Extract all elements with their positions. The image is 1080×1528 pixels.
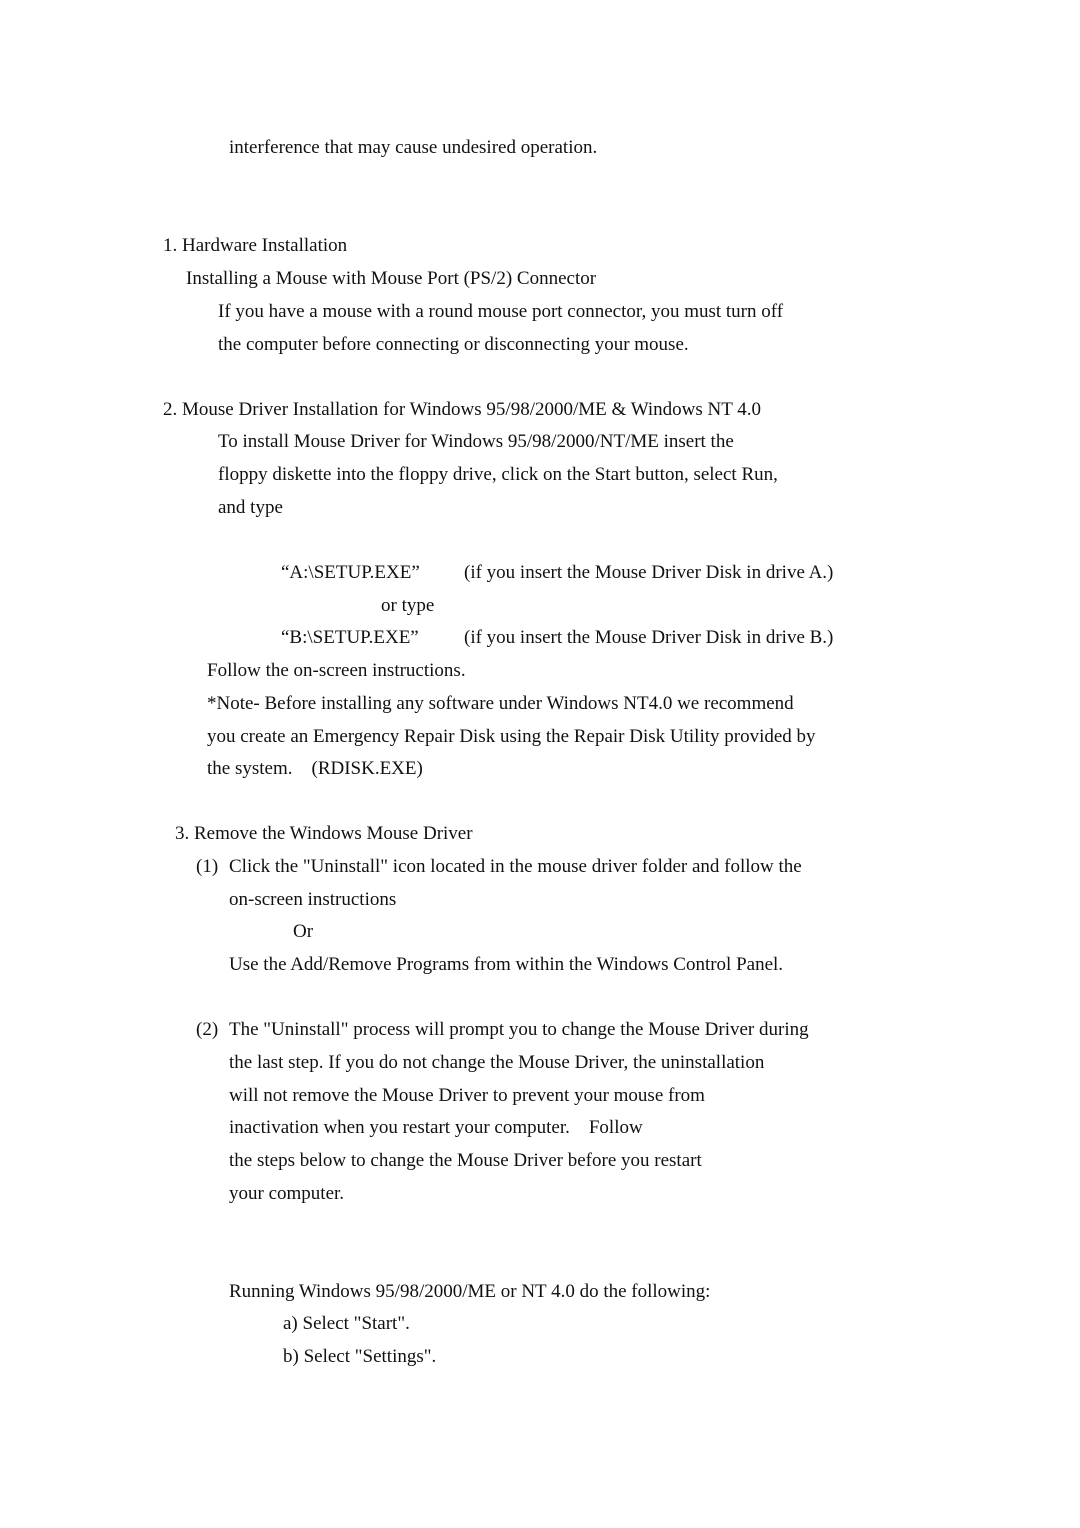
setup-command-a-note: (if you insert the Mouse Driver Disk in drive A.) bbox=[464, 562, 834, 583]
section3-heading: 3. Remove the Windows Mouse Driver bbox=[175, 823, 473, 844]
or-label: Or bbox=[293, 921, 314, 942]
sub-step-b: b) Select "Settings". bbox=[283, 1346, 437, 1367]
step2-number: (2) bbox=[196, 1019, 219, 1040]
note-line: you create an Emergency Repair Disk using the Repair Disk Utility provided by bbox=[207, 726, 816, 747]
section1-subheading: Installing a Mouse with Mouse Port (PS/2) Connector bbox=[186, 268, 597, 289]
section1-body-line: If you have a mouse with a round mouse port connector, you must turn off bbox=[218, 301, 784, 322]
sub-step-a: a) Select "Start". bbox=[283, 1313, 410, 1334]
setup-command-b-note: (if you insert the Mouse Driver Disk in drive B.) bbox=[464, 627, 834, 648]
add-remove-programs-line: Use the Add/Remove Programs from within the Windows Control Panel. bbox=[229, 954, 784, 975]
note-line: the system. (RDISK.EXE) bbox=[207, 758, 423, 779]
step2-line: your computer. bbox=[229, 1183, 345, 1204]
section2-body-line: and type bbox=[218, 497, 283, 518]
setup-command-a: “A:\SETUP.EXE” bbox=[281, 562, 420, 583]
step2-line: The "Uninstall" process will prompt you to change the Mouse Driver during bbox=[229, 1019, 809, 1040]
running-windows-line: Running Windows 95/98/2000/ME or NT 4.0 do the following: bbox=[229, 1281, 711, 1302]
step2-line: will not remove the Mouse Driver to prevent your mouse from bbox=[229, 1085, 705, 1106]
section1-body-line: the computer before connecting or disconnecting your mouse. bbox=[218, 334, 689, 355]
step2-line: the last step. If you do not change the Mouse Driver, the uninstallation bbox=[229, 1052, 765, 1073]
section2-body-line: To install Mouse Driver for Windows 95/98/2000/NT/ME insert the bbox=[218, 431, 734, 452]
section2-body-line: floppy diskette into the floppy drive, click on the Start button, select Run, bbox=[218, 464, 778, 485]
intro-text: interference that may cause undesired operation. bbox=[229, 137, 598, 158]
step1-line: Click the "Uninstall" icon located in the mouse driver folder and follow the bbox=[229, 856, 802, 877]
setup-command-b: “B:\SETUP.EXE” bbox=[281, 627, 419, 648]
step1-number: (1) bbox=[196, 856, 219, 877]
or-type-label: or type bbox=[381, 595, 435, 616]
note-line: *Note- Before installing any software under Windows NT4.0 we recommend bbox=[207, 693, 794, 714]
follow-instructions: Follow the on-screen instructions. bbox=[207, 660, 466, 681]
step2-line: the steps below to change the Mouse Driver before you restart bbox=[229, 1150, 702, 1171]
section2-heading: 2. Mouse Driver Installation for Windows 95/98/2000/ME & Windows NT 4.0 bbox=[163, 399, 761, 420]
step2-line: inactivation when you restart your computer. Follow bbox=[229, 1117, 643, 1138]
section1-heading: 1. Hardware Installation bbox=[163, 235, 348, 256]
step1-line: on-screen instructions bbox=[229, 889, 397, 910]
